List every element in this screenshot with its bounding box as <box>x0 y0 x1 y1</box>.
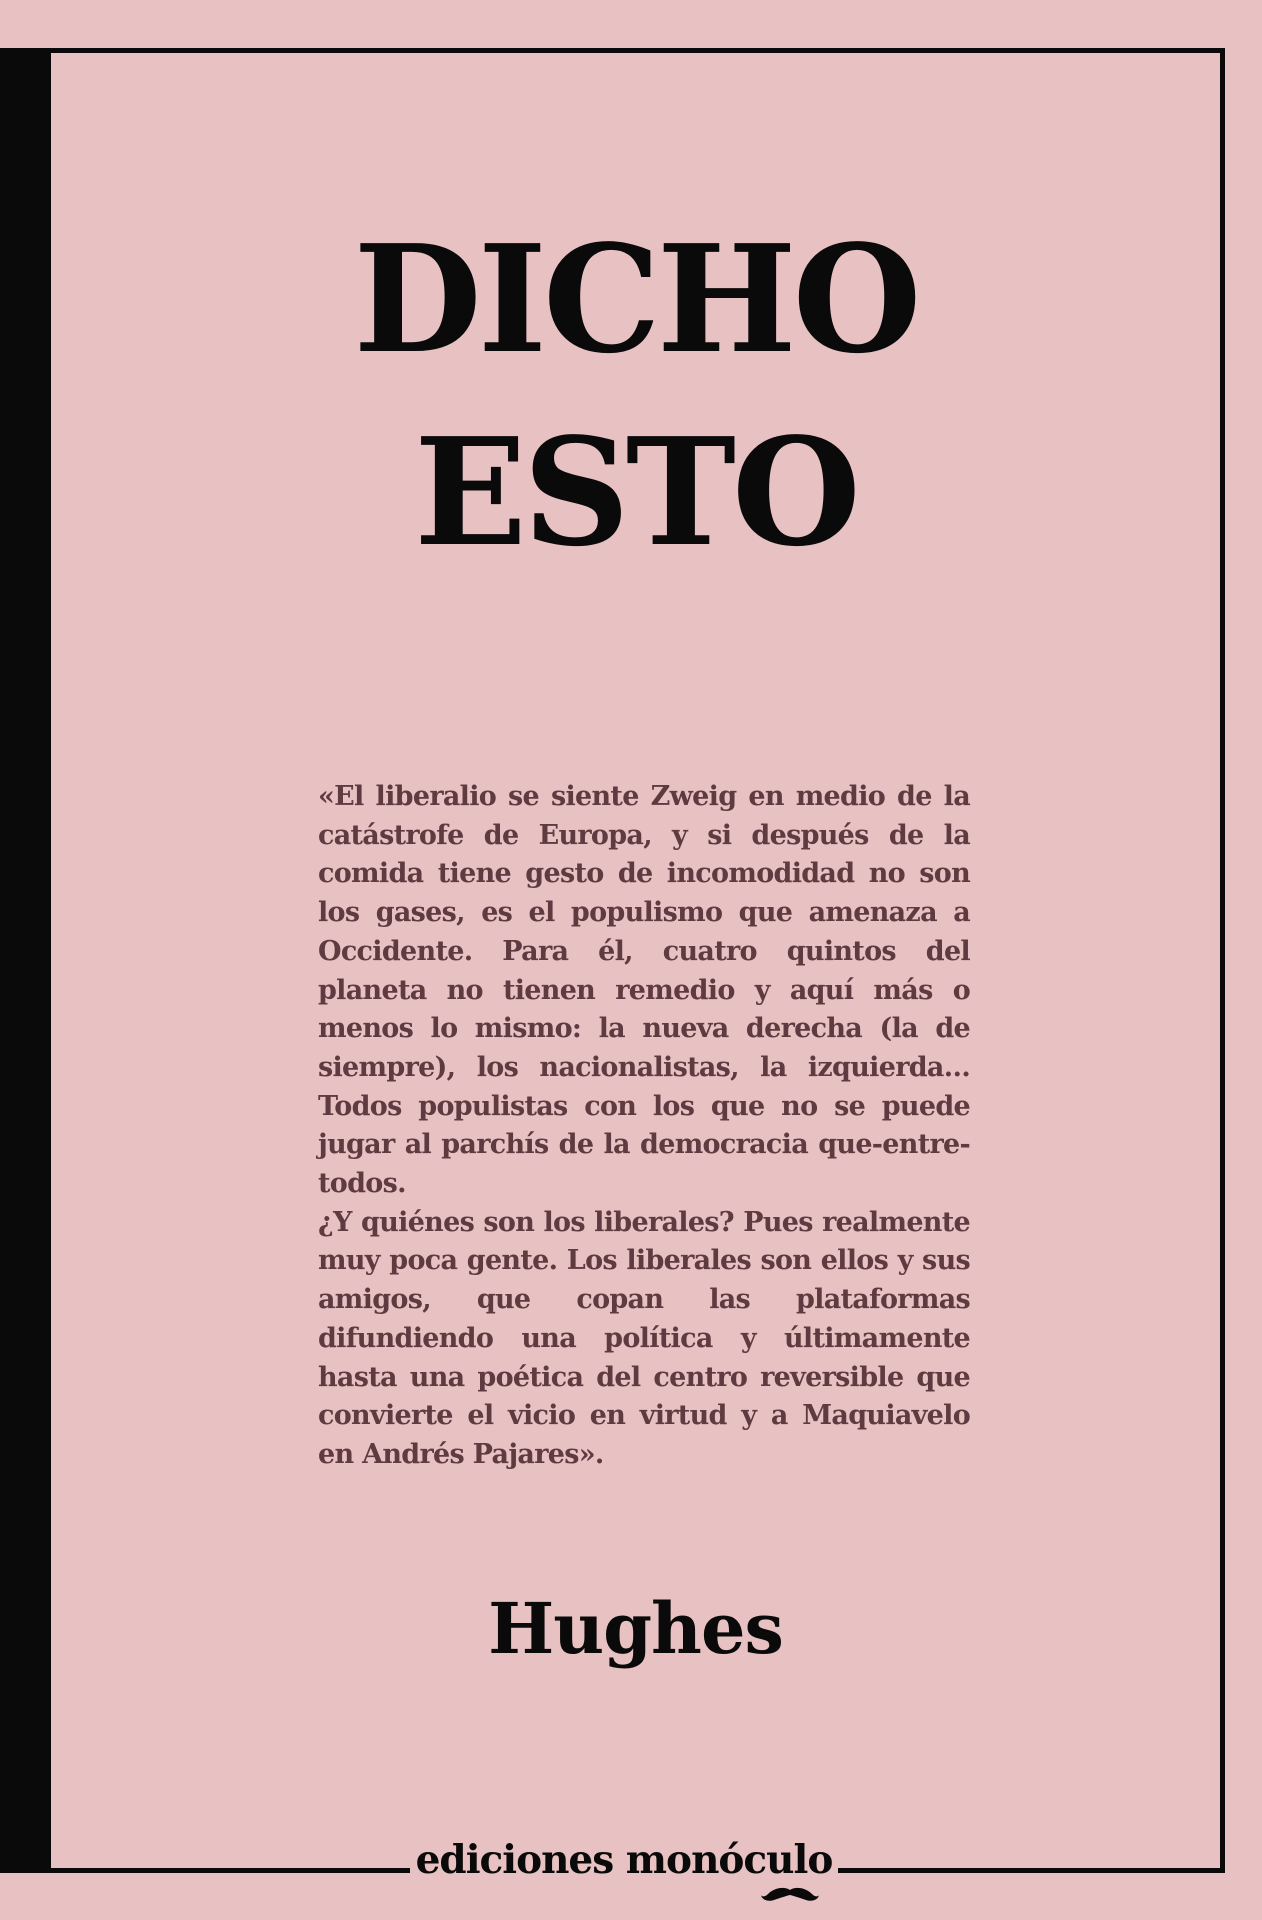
mustache-icon <box>760 1886 820 1904</box>
blurb-paragraph-1: «El liberalio se siente Zweig en medio de la catástrofe de Europa, y si después de la comida tiene gesto de incomodidad no son los gases, es el populismo que amenaza a Occidente. Para él, cuatro quintos del planeta no tienen remedio y aquí más o menos lo mismo: la nueva derecha (la de siempre), los nacionalistas, la izquierda… Todos populistas con los que no se puede jugar al parchís de la democracia que-entre-todos. <box>318 781 970 1200</box>
frame-top-border <box>0 48 1225 53</box>
frame-bottom-border-left <box>0 1868 410 1873</box>
author-name: Hughes <box>488 1587 783 1670</box>
frame-bottom-border-right <box>838 1868 1225 1873</box>
book-title-line-1: DICHO <box>353 212 918 386</box>
cover-spine-bar <box>0 48 51 1873</box>
book-title-line-2: ESTO <box>414 405 857 579</box>
frame-right-border <box>1220 48 1225 1873</box>
publisher-name: ediciones monóculo <box>415 1837 833 1883</box>
blurb-paragraph-2: ¿Y quiénes son los liberales? Pues realmente muy poca gente. Los liberales son ellos y sus amigos, que copan las plataformas difundiendo una política y últimamente hasta una poética del centro reversible que convierte el vicio en virtud y a Maquiavelo en Andrés Pajares». <box>318 1206 970 1470</box>
back-cover-blurb <box>318 778 970 1475</box>
